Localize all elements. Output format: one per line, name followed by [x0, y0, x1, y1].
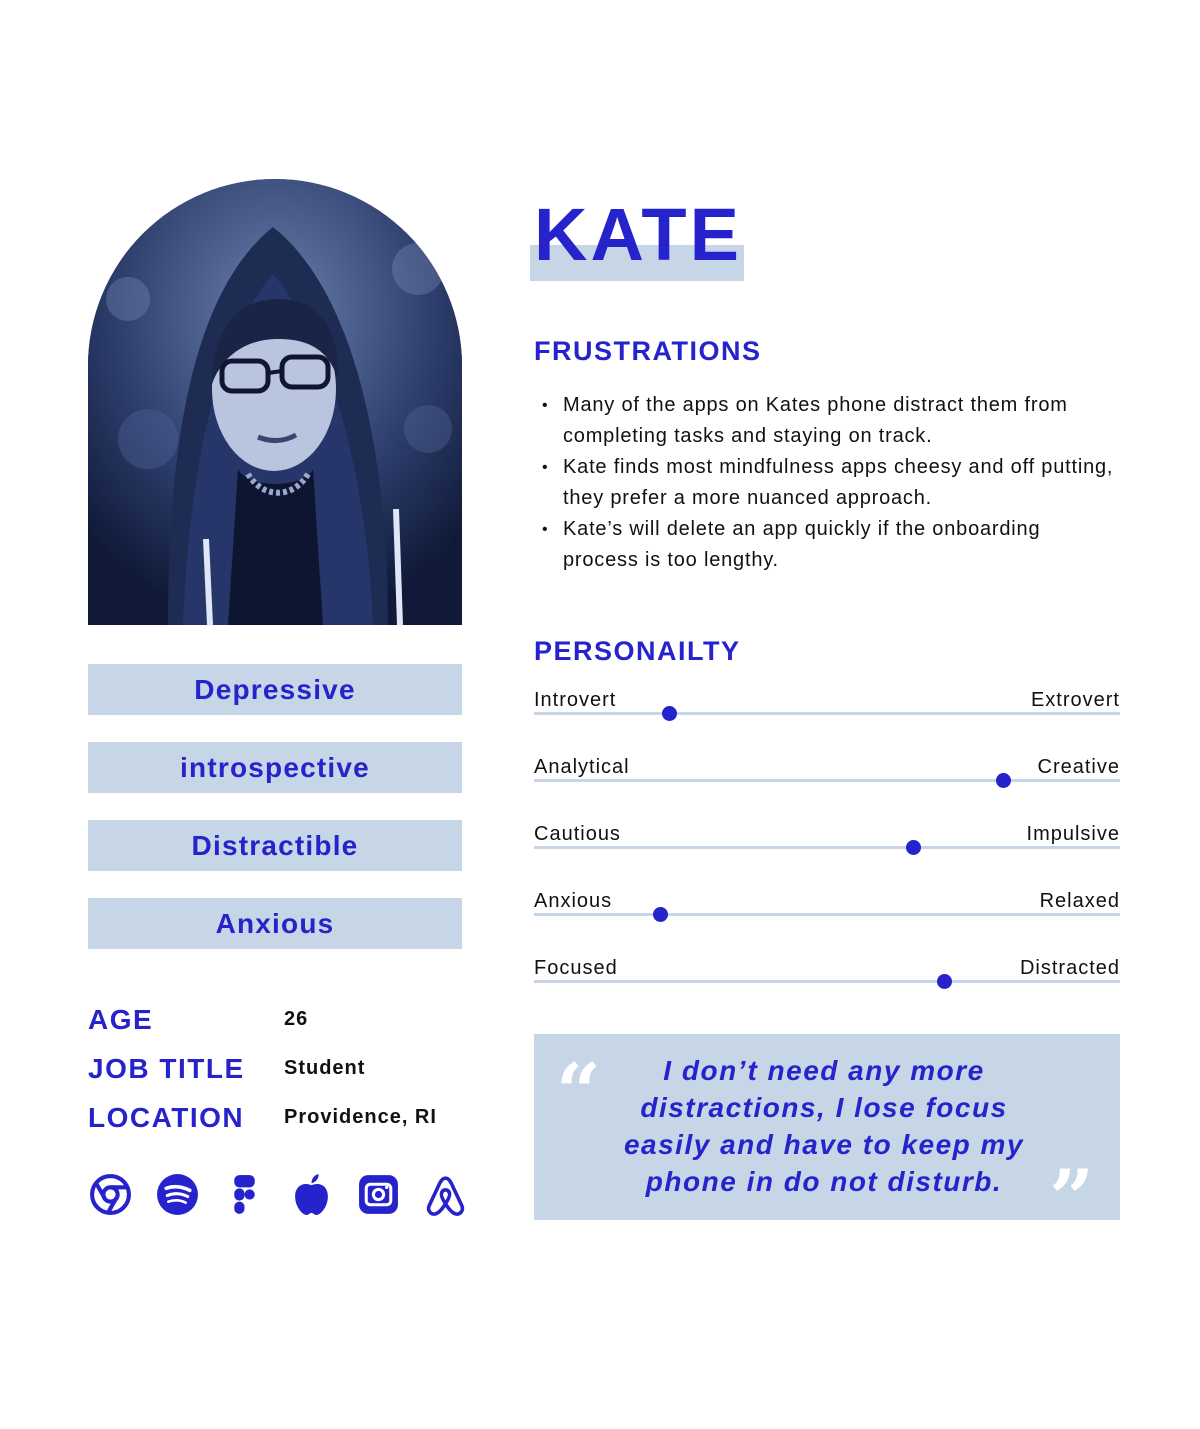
- frustrations-heading: FRUSTRATIONS: [534, 336, 762, 366]
- scale-left-label: Introvert: [534, 689, 617, 711]
- fact-label: LOCATION: [88, 1101, 245, 1133]
- scale-right-label: Extrovert: [1030, 689, 1120, 711]
- scale-track: [534, 980, 1120, 983]
- open-quote-icon: “: [556, 1047, 601, 1138]
- personality-scale: [534, 955, 1120, 1022]
- close-quote-icon: ”: [1049, 1153, 1094, 1244]
- app-icon-row: [88, 1170, 468, 1218]
- chrome-icon: [88, 1170, 133, 1218]
- fact-job-title: [88, 1044, 488, 1093]
- scale-right-label: Relaxed: [1039, 890, 1120, 912]
- list-item: • Kate finds most mindfulness apps cheesy and off putting, they prefer a more nuanced approach.: [542, 452, 1122, 514]
- personality-scales: [534, 687, 1120, 1022]
- fact-value: Providence, RI: [284, 1106, 437, 1128]
- quote-text: I don’t need any more distractions, I lose focus easily and have to keep my phone in do not disturb.: [623, 1055, 1025, 1197]
- scale-right-label: Creative: [1037, 756, 1120, 778]
- fact-value: 26: [284, 1008, 309, 1030]
- trait-list: [88, 664, 462, 976]
- scale-track: [534, 913, 1120, 916]
- scale-left-label: Anxious: [534, 890, 613, 912]
- personality-scale: [534, 821, 1120, 888]
- apple-icon: [289, 1170, 334, 1218]
- personality-scale: [534, 687, 1120, 754]
- scale-left-label: Analytical: [534, 756, 630, 778]
- scale-right-label: Distracted: [1019, 957, 1120, 979]
- instagram-icon: [356, 1170, 401, 1218]
- scale-marker: [653, 907, 668, 922]
- fact-label: JOB TITLE: [88, 1052, 245, 1084]
- trait-tag: introspective: [88, 742, 462, 793]
- spotify-icon: [155, 1170, 200, 1218]
- list-item: • Many of the apps on Kates phone distract them from completing tasks and staying on track.: [542, 390, 1122, 452]
- trait-tag: Depressive: [88, 664, 462, 715]
- scale-marker: [937, 974, 952, 989]
- scale-marker: [906, 840, 921, 855]
- scale-track: [534, 779, 1120, 782]
- personality-heading: PERSONAILTY: [534, 636, 741, 666]
- list-item: • Kate’s will delete an app quickly if the onboarding process is too lengthy.: [542, 514, 1122, 576]
- frustrations-list: [542, 390, 1122, 576]
- fact-location: [88, 1093, 488, 1142]
- trait-tag: Anxious: [88, 898, 462, 949]
- fact-age: [88, 995, 488, 1044]
- scale-marker: [996, 773, 1011, 788]
- scale-marker: [662, 706, 677, 721]
- fact-value: Student: [284, 1057, 366, 1079]
- figma-icon: [222, 1170, 267, 1218]
- scale-left-label: Cautious: [534, 823, 621, 845]
- persona-name-block: [530, 190, 742, 280]
- scale-track: [534, 846, 1120, 849]
- scale-right-label: Impulsive: [1026, 823, 1120, 845]
- scale-left-label: Focused: [534, 957, 618, 979]
- trait-tag: Distractible: [88, 820, 462, 871]
- persona-facts: [88, 995, 488, 1142]
- personality-scale: [534, 888, 1120, 955]
- fact-label: AGE: [88, 1003, 154, 1035]
- portrait-illustration: [88, 179, 462, 625]
- persona-quote: [534, 1034, 1120, 1244]
- personality-scale: [534, 754, 1120, 821]
- persona-photo: [88, 179, 462, 625]
- persona-name: KATE: [534, 193, 742, 276]
- airbnb-icon: [423, 1170, 468, 1218]
- scale-track: [534, 712, 1120, 715]
